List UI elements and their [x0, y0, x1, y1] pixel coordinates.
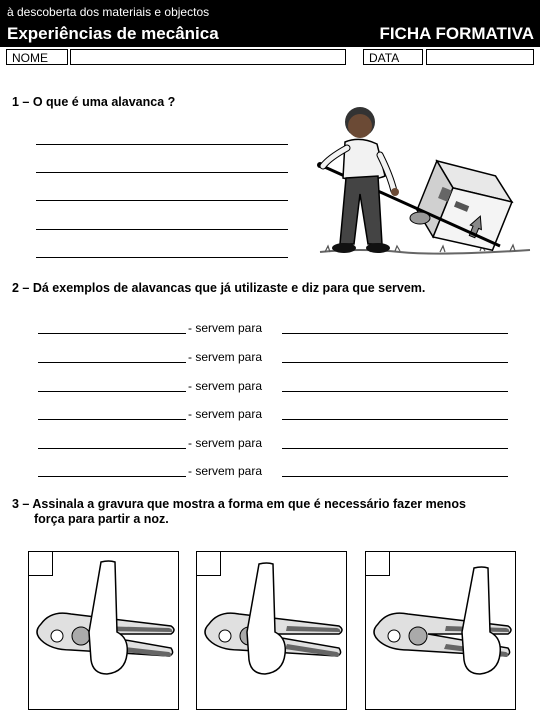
question-1: 1 – O que é uma alavanca ?: [12, 95, 176, 109]
answer-line[interactable]: [36, 172, 288, 173]
example-row: [38, 377, 508, 393]
header-subtitle: à descoberta dos materiais e objectos: [7, 5, 210, 19]
worksheet-header: [0, 0, 540, 47]
example-line[interactable]: [38, 333, 186, 334]
nutcracker-hand-icon: [197, 552, 348, 711]
worksheet-type: FICHA FORMATIVA: [379, 24, 534, 43]
name-field[interactable]: [70, 49, 346, 65]
example-line[interactable]: [38, 419, 186, 420]
example-line[interactable]: [38, 362, 186, 363]
question-3-line-1: 3 – Assinala a gravura que mostra a forma em que é necessário fazer menos: [12, 497, 466, 511]
answer-line[interactable]: [36, 257, 288, 258]
purpose-line[interactable]: [282, 419, 508, 420]
question-2: 2 – Dá exemplos de alavancas que já utilizaste e diz para que servem.: [12, 281, 426, 295]
example-row: [38, 462, 508, 478]
purpose-line[interactable]: [282, 333, 508, 334]
example-line[interactable]: [38, 476, 186, 477]
purpose-line[interactable]: [282, 362, 508, 363]
date-label: DATA: [363, 49, 423, 65]
example-row: [38, 434, 508, 450]
nutcracker-hand-icon: [366, 552, 517, 711]
answer-line[interactable]: [36, 144, 288, 145]
question-3-line-2: força para partir a noz.: [34, 512, 169, 526]
example-row: [38, 319, 508, 335]
boy-lever-illustration: [300, 100, 540, 270]
serve-label: - servem para: [188, 407, 263, 421]
example-row: [38, 348, 508, 364]
question-3: [12, 497, 466, 527]
serve-label: - servem para: [188, 379, 263, 393]
serve-label: - servem para: [188, 350, 263, 364]
serve-label: - servem para: [188, 464, 263, 478]
example-line[interactable]: [38, 448, 186, 449]
serve-label: - servem para: [188, 321, 263, 335]
answer-line[interactable]: [36, 229, 288, 230]
nutcracker-panel-3[interactable]: [365, 551, 516, 710]
example-line[interactable]: [38, 391, 186, 392]
purpose-line[interactable]: [282, 448, 508, 449]
serve-label: - servem para: [188, 436, 263, 450]
purpose-line[interactable]: [282, 391, 508, 392]
nutcracker-panel-1[interactable]: [28, 551, 179, 710]
nutcracker-hand-icon: [29, 552, 180, 711]
nutcracker-panel-2[interactable]: [196, 551, 347, 710]
header-title: Experiências de mecânica: [7, 24, 219, 43]
name-label: NOME: [6, 49, 68, 65]
example-row: [38, 405, 508, 421]
date-field[interactable]: [426, 49, 534, 65]
answer-line[interactable]: [36, 200, 288, 201]
purpose-line[interactable]: [282, 476, 508, 477]
